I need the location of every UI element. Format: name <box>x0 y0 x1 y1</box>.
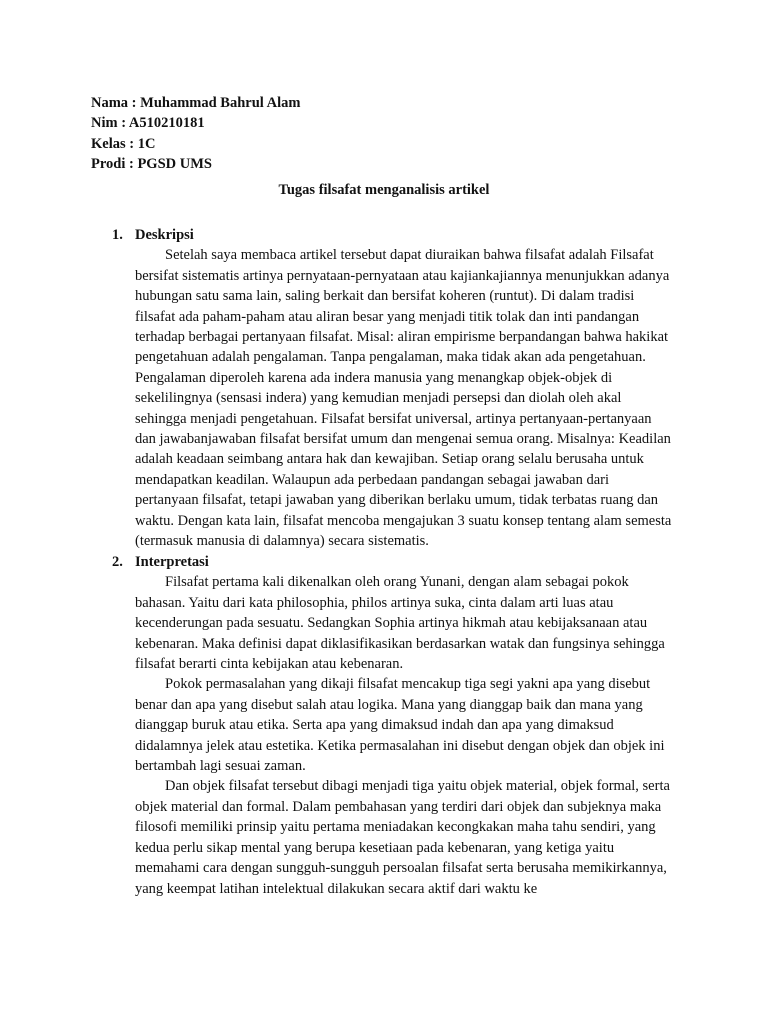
section-number: 2. <box>112 554 123 570</box>
section-interpretasi <box>112 552 676 899</box>
paragraph: Pokok permasalahan yang dikaji filsafat mencakup tiga segi yakni apa yang disebut benar dan apa yang disebut salah atau logika. Mana yang dianggap baik dan mana yang dianggap buruk atau etika. Serta apa yang dimaksud indah dan apa yang dimaksud didalamnya jelek atau estetika. Ketika permasalahan ini disebut dengan objek dan objek ini bertambah lagi sesuai zaman. <box>135 676 665 775</box>
student-nim: Nim : A510210181 <box>91 115 205 132</box>
section-title: Deskripsi <box>135 227 194 243</box>
student-info <box>91 93 691 175</box>
document-title: Tugas filsafat menganalisis artikel <box>278 182 490 198</box>
paragraph: Filsafat pertama kali dikenalkan oleh orang Yunani, dengan alam sebagai pokok bahasan. Yaitu dari kata philosophia, philos artinya suka, cinta dalam arti luas atau kecenderungan pada sesuatu. Sedangkan Sophia artinya hikmah atau kebijaksanaan atau kebenaran. Maka definisi dapat diklasifikasikan berdasarkan watak dan fungsinya sehingga filsafat berarti cinta kebijakan atau kebenaran. <box>135 574 665 673</box>
paragraph: Setelah saya membaca artikel tersebut dapat diuraikan bahwa filsafat adalah Filsafat bersifat sistematis artinya pernyataan-pernyataan atau kajiankajiannya menunjukkan adanya hubungan satu sama lain, saling berkait dan bersifat koheren (runtut). Di dalam tradisi filsafat ada paham-paham atau aliran besar yang menjadi titik tolak dan inti pandangan terhadap berbagai pertanyaan filsafat. Misal: aliran empirisme berpandangan bahwa hakikat pengetahuan adalah pengalaman. Tanpa pengalaman, maka tidak akan ada pengetahuan. Pengalaman diperoleh karena ada indera manusia yang menangkap objek-objek di sekelilingnya (sensasi indera) yang kemudian menjadi persepsi dan diolah oleh akal sehingga menjadi pengetahuan. Filsafat bersifat universal, artinya pertanyaan-pertanyaan dan jawabanjawaban filsafat bersifat umum dan mengenai semua orang. Misalnya: Keadilan adalah keadaan seimbang antara hak dan kewajiban. Setiap orang selalu berusaha untuk mendapatkan keadilan. Walaupun ada perbedaan pandangan sebagai jawaban dari pertanyaan filsafat, tetapi jawaban yang diberikan berlaku umum, tidak terbatas ruang dan waktu. Dengan kata lain, filsafat mencoba mengajukan 3 suatu konsep tentang alam semesta (termasuk manusia di dalamnya) secara sistematis. <box>135 247 672 550</box>
section-deskripsi <box>112 225 676 552</box>
section-heading <box>112 225 676 245</box>
student-name: Nama : Muhammad Bahrul Alam <box>91 95 301 111</box>
section-heading <box>112 552 676 572</box>
student-program: Prodi : PGSD UMS <box>91 156 212 173</box>
section-number: 1. <box>112 227 123 243</box>
section-title: Interpretasi <box>135 554 209 570</box>
paragraph: Dan objek filsafat tersebut dibagi menjadi tiga yaitu objek material, objek formal, serta objek material dan formal. Dalam pembahasan yang terdiri dari objek dan subjeknya maka filosofi memiliki prinsip yaitu pertama meniadakan kecongkakan maha tahu sendiri, yang kedua perlu sikap mental yang berupa kesetiaan pada kebenaran, yang ketiga yaitu memahami cara dengan sungguh-sungguh persoalan filsafat serta berusaha memikirkannya, yang keempat latihan intelektual dilakukan secara aktif dari waktu ke <box>135 778 670 897</box>
student-class: Kelas : 1C <box>91 135 156 152</box>
